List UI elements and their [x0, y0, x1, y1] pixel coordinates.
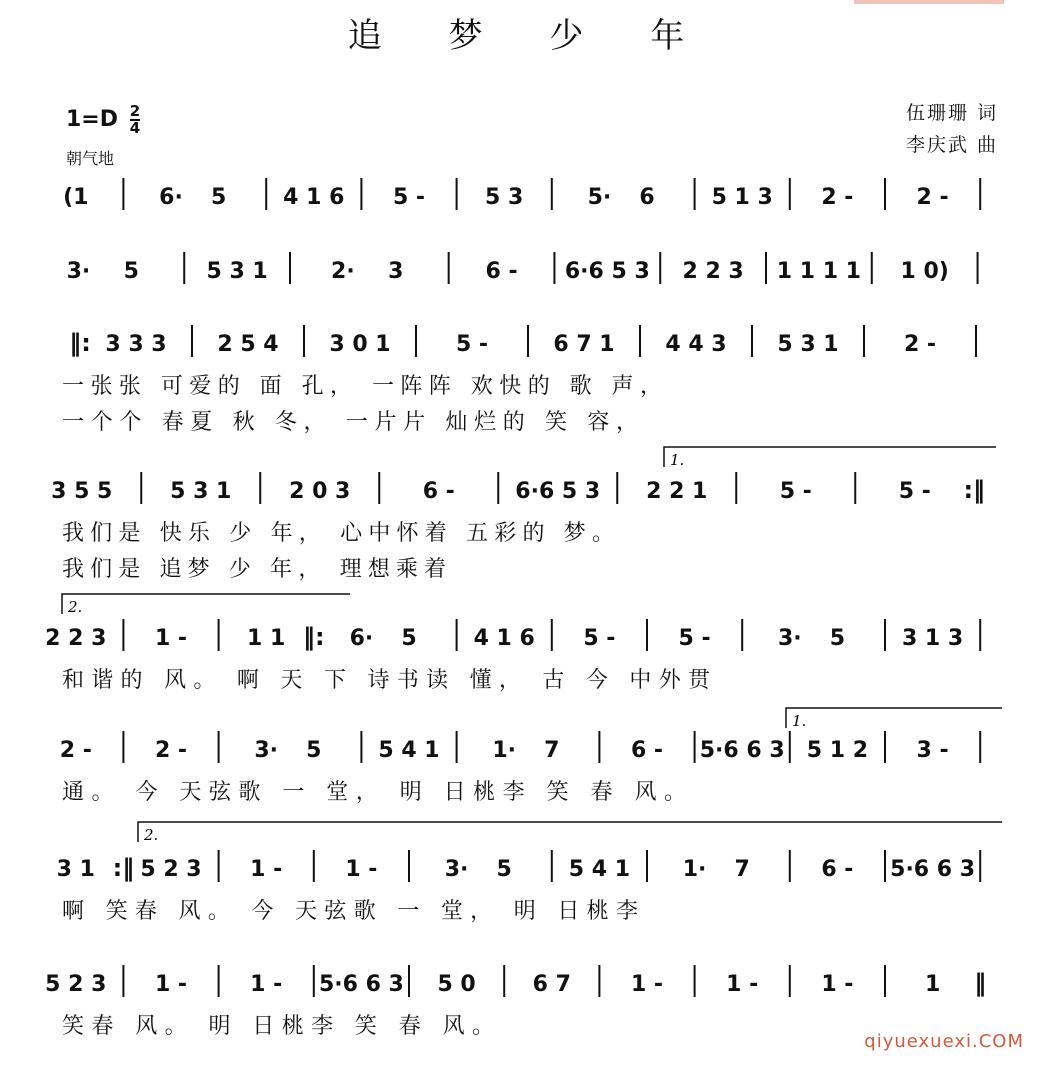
note-group: 5: [306, 738, 322, 763]
note-group: 5 -: [779, 479, 812, 504]
note-group: 5·6 6 3: [890, 857, 976, 882]
composer-credit: 李庆武 曲: [905, 134, 998, 156]
lyric-line: 和谐的 风。 啊 天 下 诗书读 懂， 古 今 中外贯: [62, 668, 710, 693]
note-group: 4 4 3: [665, 332, 727, 357]
note-group: 5 1 3: [711, 185, 773, 210]
lyric-line: 一张张 可爱的 面 孔， 一阵阵 欢快的 歌 声，: [62, 374, 662, 399]
lyric-line: 啊 笑春 风。 今 天弦歌 一 堂， 明 日桃李: [62, 899, 638, 924]
note-group: 5: [123, 259, 139, 284]
note-group: 5: [829, 626, 846, 651]
note-group: 2 2 1: [646, 479, 708, 504]
note-group: 4 1 6: [473, 626, 535, 651]
note-group: 5 3 1: [206, 259, 268, 284]
note-group: 5 4 1: [378, 738, 440, 763]
note-group: 5 4 1: [568, 857, 631, 882]
volta-bracket: [62, 594, 350, 614]
note-group: 5 3: [485, 185, 524, 210]
note-group: 1 -: [154, 972, 188, 997]
note-group: 5·6 6 3: [699, 738, 785, 763]
note-group: 3·: [66, 259, 91, 284]
note-group: 6 -: [821, 857, 854, 882]
note-group: 5 3 1: [777, 332, 839, 357]
note-group: 2 2 3: [682, 259, 744, 284]
note-group: 5 -: [898, 479, 931, 504]
repeat-sign: ‖:: [69, 329, 91, 357]
note-group: 3 1 3: [901, 626, 964, 651]
note-group: 3 0 1: [329, 332, 391, 357]
note-group: 5 -: [455, 332, 489, 357]
time-top: 2: [129, 102, 141, 120]
note-group: 7: [544, 738, 560, 763]
note-group: 5 2 3: [45, 972, 107, 997]
note-group: 1 -: [726, 972, 759, 997]
note-group: 6 -: [630, 738, 664, 763]
note-group: 6 7 1: [553, 332, 615, 357]
note-group: 5 0: [437, 972, 476, 997]
note-group: 3: [388, 259, 404, 284]
note-group: 7: [734, 857, 750, 882]
note-group: 6·: [349, 626, 374, 651]
note-group: 5·6 6 3: [318, 972, 404, 997]
lyricist-credit: 伍珊珊 词: [905, 102, 998, 124]
note-group: 1 1: [247, 626, 286, 651]
volta-number: 1.: [792, 712, 807, 730]
note-group: 2 -: [59, 738, 92, 763]
repeat-sign: ‖: [974, 969, 987, 997]
note-group: 2 2 3: [45, 626, 107, 651]
note-group: 6 -: [422, 479, 455, 504]
repeat-sign: :‖: [112, 854, 135, 882]
note-group: 5·: [587, 185, 612, 210]
key-text: 1=D: [66, 107, 119, 132]
note-group: 3 3 3: [105, 332, 167, 357]
note-group: 2 -: [154, 738, 188, 763]
note-group: 2 -: [821, 185, 854, 210]
lyric-line: 通。 今 天弦歌 一 堂， 明 日桃李 笑 春 风。: [62, 780, 686, 805]
lyric-line: 笑春 风。 明 日桃李 笑 春 风。: [62, 1014, 494, 1039]
note-group: 5 1 2: [806, 738, 869, 763]
repeat-sign: :‖: [963, 476, 986, 504]
note-group: 1 0): [900, 259, 949, 284]
lyric-line: 我们是 追梦 少 年， 理想乘着: [62, 557, 446, 582]
note-group: 1: [924, 972, 941, 997]
volta-number: 2.: [144, 826, 159, 844]
note-group: 6·6 5 3: [515, 479, 601, 504]
note-group: 1·: [492, 738, 517, 763]
lyric-line: 一个个 春夏 秋 冬， 一片片 灿烂的 笑 容，: [62, 410, 638, 435]
note-group: (1: [63, 185, 89, 210]
volta-number: 2.: [68, 598, 83, 616]
note-group: 1 -: [250, 972, 283, 997]
song-title: 追 梦 少 年: [347, 16, 713, 56]
note-group: 6·: [159, 185, 183, 210]
note-group: 2 0 3: [289, 479, 351, 504]
note-group: 1 1 1 1: [776, 259, 861, 284]
note-group: 1 -: [250, 857, 283, 882]
note-group: 1 -: [630, 972, 664, 997]
note-group: 5 -: [583, 626, 616, 651]
note-group: 6·6 5 3: [564, 259, 650, 284]
note-group: 3·: [777, 626, 802, 651]
watermark-text: qiyuexuexi.COM: [864, 1031, 1024, 1052]
note-group: 5 -: [678, 626, 711, 651]
note-group: 5 2 3: [140, 857, 202, 882]
note-group: 2 5 4: [217, 332, 279, 357]
note-group: 5: [210, 185, 227, 210]
note-group: 2 -: [903, 332, 937, 357]
tempo-marking: 朝气地: [66, 149, 115, 168]
note-group: 3 5 5: [51, 479, 113, 504]
repeat-sign: ‖:: [302, 623, 325, 651]
note-group: 6: [639, 185, 655, 210]
volta-bracket: [664, 447, 996, 467]
note-group: 5 3 1: [170, 479, 232, 504]
note-group: 3·: [444, 857, 469, 882]
note-group: 5: [401, 626, 417, 651]
note-group: 4 1 6: [283, 185, 345, 210]
time-bottom: 4: [129, 119, 141, 137]
note-group: 1 -: [345, 857, 378, 882]
note-group: 2·: [331, 259, 355, 284]
note-group: 1 -: [154, 626, 188, 651]
volta-number: 1.: [670, 451, 685, 469]
note-group: 5: [496, 857, 512, 882]
volta-bracket: [786, 708, 1002, 728]
note-group: 5 -: [392, 185, 426, 210]
note-group: 1·: [682, 857, 707, 882]
note-group: 6 7: [532, 972, 571, 997]
note-group: 6 -: [485, 259, 518, 284]
lyric-line: 我们是 快乐 少 年， 心中怀着 五彩的 梦。: [62, 521, 614, 546]
note-group: 3 -: [916, 738, 949, 763]
volta-bracket: [138, 822, 1002, 842]
note-group: 1 -: [821, 972, 854, 997]
note-group: 2 -: [916, 185, 949, 210]
note-group: 3 1: [56, 857, 95, 882]
note-group: 3·: [254, 738, 279, 763]
